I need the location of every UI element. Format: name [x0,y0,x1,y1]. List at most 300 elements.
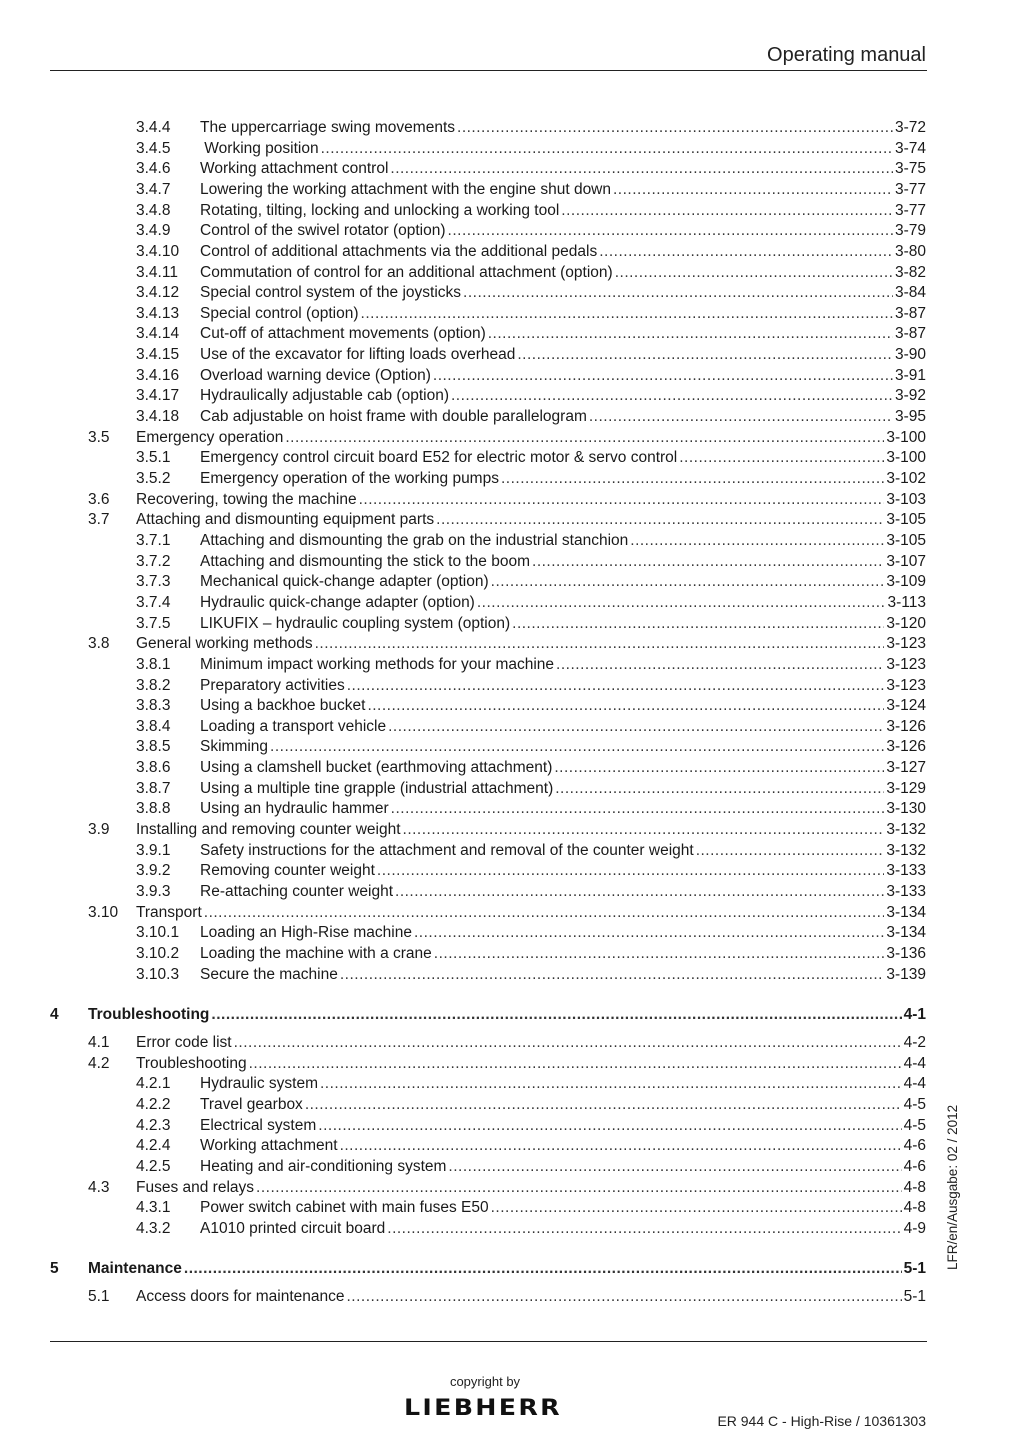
toc-dot-leader [463,283,893,303]
toc-entry [0,552,1024,572]
toc-entry-page: 3-82 [894,264,926,281]
toc-entry [0,510,1024,530]
toc-entry [0,696,1024,716]
footer-rule [50,1341,927,1342]
toc-entry-line [200,944,926,964]
toc-entry-page: 3-133 [886,883,926,900]
toc-dot-leader [556,655,884,675]
document-reference: ER 944 C - High-Rise / 10361303 [717,1413,926,1429]
toc-dot-leader [457,118,893,138]
toc-entry-line [200,118,926,138]
toc-dot-leader [414,923,884,943]
toc-dot-leader [211,1005,901,1025]
toc-entry [0,1219,1024,1239]
toc-dot-leader [234,1033,902,1053]
toc-entry-page: 3-77 [894,202,926,219]
toc-entry-page: 3-72 [894,119,926,136]
toc-entry-number: 3.8.2 [136,677,171,694]
toc-entry-title: Removing counter weight [200,862,375,879]
toc-entry [0,531,1024,551]
toc-entry-number: 4.2.5 [136,1158,171,1175]
toc-entry-page: 3-126 [886,718,926,735]
toc-entry [0,304,1024,324]
toc-entry-number: 3.8.8 [136,800,171,817]
toc-entry-line [200,841,926,861]
toc-entry-page: 3-120 [886,615,926,632]
toc-entry-title: Working attachment control [200,160,389,177]
toc-entry-number: 3.10 [88,904,119,921]
toc-entry [0,655,1024,675]
toc-entry [0,717,1024,737]
toc-entry-number: 3.8.4 [136,718,171,735]
toc-entry-title: Control of additional attachments via the additional pedals [200,243,598,260]
toc-entry-line [200,180,926,200]
toc-entry-title: Special control (option) [200,305,359,322]
edition-note: LFR/en/Ausgabe: 02 / 2012 [945,1104,960,1270]
toc-entry-page: 3-100 [886,429,926,446]
toc-entry [0,861,1024,881]
toc-entry [0,1157,1024,1177]
toc-entry-number: 4.2.2 [136,1096,171,1113]
toc-entry-line [200,1219,926,1239]
toc-dot-leader [387,1219,901,1239]
toc-entry-page: 4-8 [903,1179,926,1196]
toc-entry-number: 5 [50,1260,59,1277]
toc-entry [0,944,1024,964]
toc-entry-page: 4-6 [903,1158,926,1175]
toc-entry-number: 3.10.3 [136,966,180,983]
toc-entry-page: 4-2 [903,1034,926,1051]
toc-entry-title: Heating and air-conditioning system [200,1158,447,1175]
toc-entry-line [200,1116,926,1136]
toc-entry-line [200,965,926,985]
toc-entry-page: 3-91 [894,367,926,384]
toc-entry-line [200,1095,926,1115]
toc-entry-number: 4.2 [88,1055,110,1072]
toc-entry-line [200,386,926,406]
toc-dot-leader [554,758,884,778]
toc-entry-line [200,304,926,324]
toc-entry-line [200,263,926,283]
toc-entry-title: Recovering, towing the machine [136,491,357,508]
toc-dot-leader [347,676,885,696]
toc-entry [0,180,1024,200]
toc-entry-number: 5.1 [88,1288,110,1305]
toc-entry [0,1178,1024,1198]
toc-dot-leader [388,717,884,737]
toc-entry [0,1287,1024,1307]
toc-entry [0,737,1024,757]
toc-dot-leader [347,1287,902,1307]
toc-entry [0,572,1024,592]
toc-entry [0,1136,1024,1156]
toc-entry-number: 3.4.8 [136,202,171,219]
toc-dot-leader [391,799,885,819]
toc-entry-line [136,820,926,840]
toc-entry-page: 4-9 [903,1220,926,1237]
toc-dot-leader [561,201,893,221]
toc-entry-number: 3.4.4 [136,119,171,136]
toc-entry-line [200,1136,926,1156]
toc-entry-line [200,1198,926,1218]
toc-chapter-entry [0,1259,1024,1279]
page-header-title: Operating manual [767,44,926,66]
toc-entry-number: 3.5 [88,429,110,446]
toc-entry-title: Access doors for maintenance [136,1288,345,1305]
toc-entry-title: Working attachment [200,1137,338,1154]
toc-entry-title: Cut-off of attachment movements (option) [200,325,486,342]
toc-dot-leader [433,366,893,386]
toc-dot-leader [436,510,884,530]
toc-dot-leader [340,1136,902,1156]
toc-entry-title: Transport [136,904,202,921]
toc-entry [0,614,1024,634]
toc-entry-line [200,1157,926,1177]
toc-entry-title: Lowering the working attachment with the engine shut down [200,181,611,198]
toc-dot-leader [285,428,884,448]
toc-entry-title: Mechanical quick-change adapter (option) [200,573,489,590]
toc-entry-page: 3-129 [886,780,926,797]
toc-entry-page: 3-136 [886,945,926,962]
toc-entry-page: 3-102 [886,470,926,487]
toc-dot-leader [679,448,884,468]
toc-entry-page: 4-6 [903,1137,926,1154]
toc-dot-leader [512,614,884,634]
toc-dot-leader [270,737,884,757]
toc-entry-number: 3.9.2 [136,862,171,879]
toc-entry-number: 3.8.3 [136,697,171,714]
toc-entry-page: 3-123 [886,677,926,694]
toc-entry-title: Loading an High-Rise machine [200,924,412,941]
toc-dot-leader [361,304,893,324]
toc-entry-page: 3-90 [894,346,926,363]
toc-entry [0,283,1024,303]
toc-dot-leader [367,696,884,716]
toc-entry-title: Troubleshooting [88,1006,210,1023]
toc-entry-title: Installing and removing counter weight [136,821,401,838]
toc-dot-leader [501,469,884,489]
toc-entry-page: 3-77 [894,181,926,198]
toc-entry-line [136,903,926,923]
toc-entry [0,965,1024,985]
toc-entry-number: 3.4.12 [136,284,180,301]
toc-entry-page: 4-1 [903,1006,926,1023]
toc-entry-number: 4.3.2 [136,1220,171,1237]
toc-entry-title: Attaching and dismounting the grab on the industrial stanchion [200,532,629,549]
toc-entry [0,882,1024,902]
toc-dot-leader [532,552,884,572]
toc-entry-title: Secure the machine [200,966,338,983]
toc-entry [0,139,1024,159]
toc-entry-title: Hydraulically adjustable cab (option) [200,387,449,404]
toc-entry-title: LIKUFIX – hydraulic coupling system (option) [200,615,511,632]
toc-entry-title: Skimming [200,738,269,755]
toc-entry-line [200,676,926,696]
toc-entry-page: 4-4 [903,1055,926,1072]
toc-dot-leader [448,1157,901,1177]
toc-entry [0,407,1024,427]
toc-entry-line [136,1033,926,1053]
toc-dot-leader [321,139,893,159]
toc-entry-page: 3-123 [886,635,926,652]
toc-entry-line [200,614,926,634]
toc-entry-line [200,758,926,778]
toc-entry [0,428,1024,448]
toc-entry-title: Emergency control circuit board E52 for electric motor & servo control [200,449,678,466]
toc-dot-leader [613,180,893,200]
toc-entry-title: Control of the swivel rotator (option) [200,222,446,239]
toc-entry [0,490,1024,510]
toc-dot-leader [555,779,884,799]
toc-entry-line [88,1005,926,1025]
toc-entry [0,345,1024,365]
toc-entry-line [200,448,926,468]
toc-entry-page: 3-80 [894,243,926,260]
toc-entry-number: 3.4.17 [136,387,180,404]
toc-entry-number: 3.7 [88,511,110,528]
toc-entry [0,1116,1024,1136]
toc-dot-leader [256,1178,902,1198]
toc-entry-number: 3.10.2 [136,945,180,962]
toc-entry [0,634,1024,654]
toc-entry-line [200,552,926,572]
toc-entry-line [88,1259,926,1279]
toc-entry-page: 3-79 [894,222,926,239]
toc-entry-title: Overload warning device (Option) [200,367,431,384]
toc-entry-page: 3-134 [886,904,926,921]
toc-dot-leader [315,634,885,654]
toc-entry-number: 3.4.5 [136,140,171,157]
toc-entry-page: 3-113 [887,594,926,611]
toc-entry-line [200,861,926,881]
toc-entry-title: Travel gearbox [200,1096,303,1113]
toc-dot-leader [390,159,893,179]
toc-entry-title: General working methods [136,635,313,652]
toc-entry-line [200,655,926,675]
toc-entry-number: 3.4.13 [136,305,180,322]
toc-dot-leader [184,1259,902,1279]
toc-entry-title: Power switch cabinet with main fuses E50 [200,1199,489,1216]
toc-entry-page: 3-105 [886,511,926,528]
toc-entry-line [136,510,926,530]
toc-entry-number: 3.7.4 [136,594,171,611]
toc-entry [0,903,1024,923]
toc-entry-title: Emergency operation of the working pumps [200,470,499,487]
toc-entry-page: 3-87 [894,325,926,342]
toc-entry-line [200,221,926,241]
toc-entry-line [200,159,926,179]
toc-entry-line [136,1178,926,1198]
toc-entry-title: Attaching and dismounting equipment parts [136,511,435,528]
toc-entry-page: 3-127 [886,759,926,776]
toc-entry-title: Using a backhoe bucket [200,697,366,714]
toc-entry-title: The uppercarriage swing movements [200,119,456,136]
toc-entry-page: 3-124 [886,697,926,714]
toc-entry [0,221,1024,241]
toc-entry-number: 4.2.1 [136,1075,171,1092]
toc-entry-line [200,324,926,344]
toc-entry-number: 3.8 [88,635,110,652]
toc-entry-line [200,799,926,819]
toc-entry [0,1054,1024,1074]
toc-dot-leader [451,386,893,406]
toc-entry-title: Rotating, tilting, locking and unlocking a working tool [200,202,560,219]
toc-entry-number: 3.4.11 [136,264,178,281]
toc-entry-line [200,737,926,757]
toc-dot-leader [488,324,893,344]
toc-entry-line [200,469,926,489]
toc-entry [0,758,1024,778]
toc-entry-number: 3.6 [88,491,110,508]
toc-entry-title: Hydraulic quick-change adapter (option) [200,594,475,611]
toc-dot-leader [477,593,886,613]
toc-dot-leader [318,1116,901,1136]
toc-entry-number: 3.4.10 [136,243,180,260]
toc-entry [0,386,1024,406]
toc-entry-number: 3.8.5 [136,738,171,755]
toc-entry-title: Electrical system [200,1117,317,1134]
toc-entry-line [200,283,926,303]
toc-entry-title: Loading a transport vehicle [200,718,387,735]
toc-entry-title: Re-attaching counter weight [200,883,394,900]
toc-entry-number: 3.4.6 [136,160,171,177]
toc-entry-page: 3-132 [886,842,926,859]
toc-entry-page: 3-107 [886,553,926,570]
toc-dot-leader [377,861,884,881]
toc-dot-leader [696,841,885,861]
toc-entry-title: Troubleshooting [136,1055,247,1072]
toc-entry-line [136,490,926,510]
toc-chapter-entry [0,1005,1024,1025]
toc-entry-line [200,717,926,737]
toc-entry-line [136,1287,926,1307]
toc-entry-number: 3.7.5 [136,615,171,632]
toc-entry-title: Commutation of control for an additional attachment (option) [200,264,613,281]
toc-entry [0,366,1024,386]
toc-entry [0,676,1024,696]
toc-entry-title: Cab adjustable on hoist frame with double parallelogram [200,408,587,425]
toc-entry-number: 3.8.7 [136,780,171,797]
toc-entry [0,841,1024,861]
toc-entry-number: 4.2.3 [136,1117,171,1134]
toc-entry-title: Loading the machine with a crane [200,945,432,962]
toc-entry-number: 3.5.2 [136,470,171,487]
toc-entry-number: 4.3 [88,1179,110,1196]
toc-entry-title: Use of the excavator for lifting loads overhead [200,346,516,363]
toc-entry-title: Special control system of the joysticks [200,284,462,301]
toc-entry-page: 3-105 [886,532,926,549]
toc-entry-title: Safety instructions for the attachment and removal of the counter weight [200,842,694,859]
toc-entry-number: 3.7.1 [136,532,171,549]
toc-dot-leader [448,221,893,241]
toc-dot-leader [491,1198,902,1218]
toc-entry-page: 3-109 [886,573,926,590]
toc-entry-page: 3-87 [894,305,926,322]
toc-entry-page: 3-75 [894,160,926,177]
toc-entry-title: A1010 printed circuit board [200,1220,386,1237]
toc-entry-number: 3.9.3 [136,883,171,900]
toc-entry-page: 3-95 [894,408,926,425]
toc-entry [0,469,1024,489]
toc-dot-leader [320,1074,902,1094]
toc-entry-number: 3.4.18 [136,408,180,425]
toc-dot-leader [589,407,893,427]
toc-dot-leader [630,531,884,551]
toc-dot-leader [359,490,885,510]
toc-entry-number: 4.3.1 [136,1199,171,1216]
toc-entry-title: Fuses and relays [136,1179,255,1196]
toc-entry-line [200,696,926,716]
toc-entry-page: 4-8 [903,1199,926,1216]
toc-dot-leader [517,345,893,365]
toc-entry-line [200,923,926,943]
toc-entry-line [136,634,926,654]
toc-entry-page: 3-92 [894,387,926,404]
toc-dot-leader [305,1095,902,1115]
toc-entry [0,324,1024,344]
toc-entry-title: Using a clamshell bucket (earthmoving attachment) [200,759,553,776]
toc-entry-page: 4-5 [903,1096,926,1113]
toc-entry-line [200,139,926,159]
toc-entry [0,779,1024,799]
toc-entry [0,820,1024,840]
toc-entry-line [200,366,926,386]
toc-entry-line [200,882,926,902]
toc-entry-title: Error code list [136,1034,232,1051]
toc-entry-page: 3-139 [886,966,926,983]
toc-entry-page: 5-1 [903,1288,926,1305]
toc-entry-page: 3-130 [886,800,926,817]
toc-entry [0,1074,1024,1094]
toc-entry-title: Attaching and dismounting the stick to the boom [200,553,531,570]
toc-entry-number: 3.8.6 [136,759,171,776]
toc-entry-page: 3-133 [886,862,926,879]
copyright-label: copyright by [449,1374,521,1389]
toc-dot-leader [395,882,884,902]
toc-entry-page: 3-100 [886,449,926,466]
toc-entry-page: 4-5 [903,1117,926,1134]
toc-entry-number: 3.7.2 [136,553,171,570]
toc-entry-line [200,531,926,551]
toc-entry [0,1198,1024,1218]
toc-entry-title: Using an hydraulic hammer [200,800,389,817]
header-rule [50,70,927,71]
toc-entry-number: 3.8.1 [136,656,171,673]
toc-entry-page: 3-123 [886,656,926,673]
toc-dot-leader [491,572,885,592]
toc-entry [0,201,1024,221]
toc-entry [0,118,1024,138]
toc-dot-leader [615,263,893,283]
toc-entry-title: Preparatory activities [200,677,345,694]
toc-entry-page: 5-1 [903,1260,926,1277]
toc-entry-number: 3.4.9 [136,222,171,239]
toc-entry-line [200,345,926,365]
toc-entry-number: 3.9 [88,821,110,838]
toc-entry-page: 3-134 [886,924,926,941]
toc-entry-line [136,428,926,448]
toc-entry-number: 3.9.1 [136,842,171,859]
toc-entry-title: Emergency operation [136,429,284,446]
toc-entry-line [200,407,926,427]
toc-dot-leader [599,242,893,262]
toc-dot-leader [434,944,885,964]
toc-dot-leader [340,965,884,985]
toc-entry-number: 3.4.16 [136,367,180,384]
toc-dot-leader [204,903,885,923]
toc-entry-line [200,779,926,799]
toc-entry-title: Maintenance [88,1260,182,1277]
